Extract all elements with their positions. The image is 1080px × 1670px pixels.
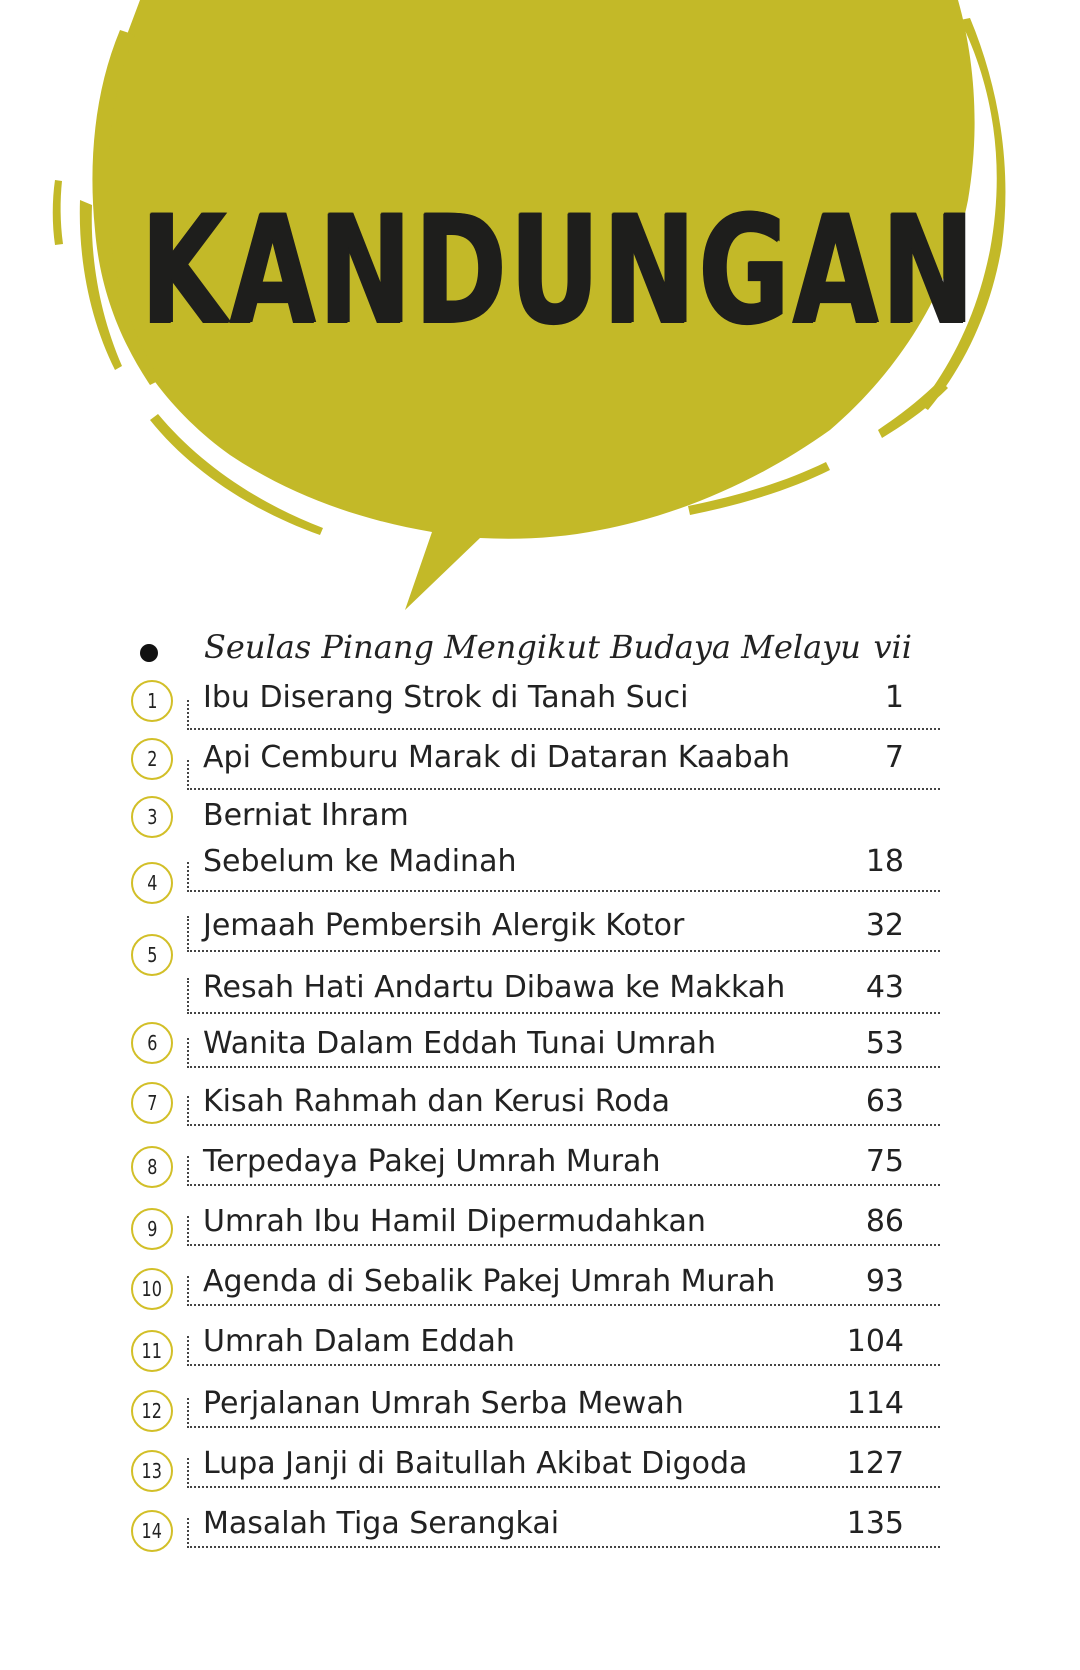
dotted-leader-line — [187, 1486, 940, 1488]
dotted-leader-vertical — [187, 1398, 189, 1428]
chapter-page-number: 93 — [865, 1264, 904, 1299]
chapter-title: Sebelum ke Madinah — [203, 844, 517, 879]
dotted-leader-line — [187, 788, 940, 790]
chapter-number-badge — [131, 1268, 173, 1310]
chapter-entry[interactable] — [187, 740, 940, 790]
dotted-leader-vertical — [187, 1336, 189, 1366]
dotted-leader-line — [187, 950, 940, 952]
dotted-leader-vertical — [187, 700, 189, 730]
dotted-leader-vertical — [187, 760, 189, 790]
bullet-dot-icon — [140, 644, 158, 662]
chapter-entry[interactable] — [187, 1256, 940, 1306]
chapter-entry[interactable] — [187, 900, 940, 952]
chapter-page-number: 127 — [846, 1446, 904, 1481]
chapter-page-number: 114 — [846, 1386, 904, 1421]
chapter-number-badge — [131, 796, 173, 838]
intro-title: Seulas Pinang Mengikut Budaya Melayu — [204, 628, 861, 666]
chapter-number-badge — [131, 862, 173, 904]
chapter-title: Umrah Dalam Eddah — [203, 1324, 515, 1359]
chapter-title: Kisah Rahmah dan Kerusi Roda — [203, 1084, 671, 1119]
dotted-leader-line — [187, 1364, 940, 1366]
dotted-leader-line — [187, 890, 940, 892]
chapter-entry[interactable] — [187, 1438, 940, 1488]
dotted-leader-line — [187, 1426, 940, 1428]
chapter-number-badge — [131, 1510, 173, 1552]
chapter-title: Api Cemburu Marak di Dataran Kaabah — [203, 740, 791, 775]
dotted-leader-vertical — [187, 978, 189, 1014]
chapter-title: Lupa Janji di Baitullah Akibat Digoda — [203, 1446, 748, 1481]
chapter-number-badge — [131, 1450, 173, 1492]
dotted-leader-vertical — [187, 1156, 189, 1186]
chapter-page-number: 104 — [846, 1324, 904, 1359]
chapter-title: Wanita Dalam Eddah Tunai Umrah — [203, 1026, 717, 1061]
chapter-entry[interactable] — [187, 680, 940, 730]
dotted-leader-line — [187, 1066, 940, 1068]
chapter-title: Resah Hati Andartu Dibawa ke Makkah — [203, 970, 786, 1005]
chapter-number: 4 — [146, 871, 158, 895]
chapter-number: 12 — [141, 1399, 163, 1423]
chapter-number: 9 — [146, 1217, 158, 1241]
chapter-page-number: 135 — [846, 1506, 904, 1541]
dotted-leader-line — [187, 1012, 940, 1014]
dotted-leader-line — [187, 1304, 940, 1306]
chapter-title: Masalah Tiga Serangkai — [203, 1506, 560, 1541]
chapter-title: Umrah Ibu Hamil Dipermudahkan — [203, 1204, 706, 1239]
chapter-number: 2 — [146, 747, 158, 771]
chapter-entry[interactable] — [187, 1134, 940, 1186]
chapter-number: 1 — [146, 689, 158, 713]
chapter-number-badge — [131, 1330, 173, 1372]
chapter-page-number: 53 — [865, 1026, 904, 1061]
dotted-leader-line — [187, 1546, 940, 1548]
chapter-entry[interactable] — [187, 960, 940, 1014]
dotted-leader-vertical — [187, 916, 189, 952]
chapter-number: 10 — [141, 1277, 163, 1301]
chapter-entry[interactable] — [187, 1022, 940, 1068]
chapter-entry[interactable] — [187, 1498, 940, 1548]
dotted-leader-vertical — [187, 862, 189, 892]
chapter-page-number: 63 — [865, 1084, 904, 1119]
dotted-leader-vertical — [187, 1038, 189, 1068]
chapter-title: Jemaah Pembersih Alergik Kotor — [203, 908, 685, 943]
chapter-number: 5 — [146, 943, 158, 967]
chapter-entry[interactable] — [187, 798, 940, 892]
dotted-leader-line — [187, 1124, 940, 1126]
chapter-page-number: 86 — [865, 1204, 904, 1239]
dotted-leader-vertical — [187, 1518, 189, 1548]
chapter-title: Berniat Ihram — [203, 798, 409, 833]
dotted-leader-vertical — [187, 1458, 189, 1488]
chapter-number: 6 — [146, 1031, 158, 1055]
chapter-number-badge — [131, 1082, 173, 1124]
chapter-page-number: 18 — [865, 844, 904, 879]
dotted-leader-vertical — [187, 1096, 189, 1126]
chapter-title: Agenda di Sebalik Pakej Umrah Murah — [203, 1264, 776, 1299]
chapter-number-badge — [131, 738, 173, 780]
dotted-leader-vertical — [187, 1216, 189, 1246]
chapter-number: 8 — [146, 1155, 158, 1179]
dotted-leader-vertical — [187, 1276, 189, 1306]
chapter-number: 14 — [141, 1519, 163, 1543]
chapter-page-number: 75 — [865, 1144, 904, 1179]
chapter-number-badge — [131, 934, 173, 976]
chapter-number: 3 — [146, 805, 158, 829]
chapter-entry[interactable] — [187, 1196, 940, 1246]
chapter-number: 11 — [141, 1339, 163, 1363]
chapter-page-number: 32 — [865, 908, 904, 943]
chapter-number-badge — [131, 1208, 173, 1250]
chapter-page-number: 7 — [884, 740, 904, 775]
chapter-title: Terpedaya Pakej Umrah Murah — [203, 1144, 661, 1179]
chapter-page-number: 43 — [865, 970, 904, 1005]
chapter-title: Perjalanan Umrah Serba Mewah — [203, 1386, 684, 1421]
chapter-title: Ibu Diserang Strok di Tanah Suci — [203, 680, 689, 715]
page-title: KANDUNGAN — [140, 184, 977, 358]
dotted-leader-line — [187, 1184, 940, 1186]
chapter-entry[interactable] — [187, 1316, 940, 1366]
chapter-number: 7 — [146, 1091, 158, 1115]
intro-entry[interactable] — [140, 628, 930, 678]
chapter-number-badge — [131, 680, 173, 722]
dotted-leader-line — [187, 1244, 940, 1246]
chapter-page-number: 1 — [884, 680, 904, 715]
chapter-number-badge — [131, 1022, 173, 1064]
chapter-number-badge — [131, 1390, 173, 1432]
intro-page-number: vii — [873, 628, 912, 666]
chapter-entry[interactable] — [187, 1376, 940, 1428]
chapter-number: 13 — [141, 1459, 163, 1483]
chapter-entry[interactable] — [187, 1076, 940, 1126]
dotted-leader-line — [187, 728, 940, 730]
chapter-number-badge — [131, 1146, 173, 1188]
